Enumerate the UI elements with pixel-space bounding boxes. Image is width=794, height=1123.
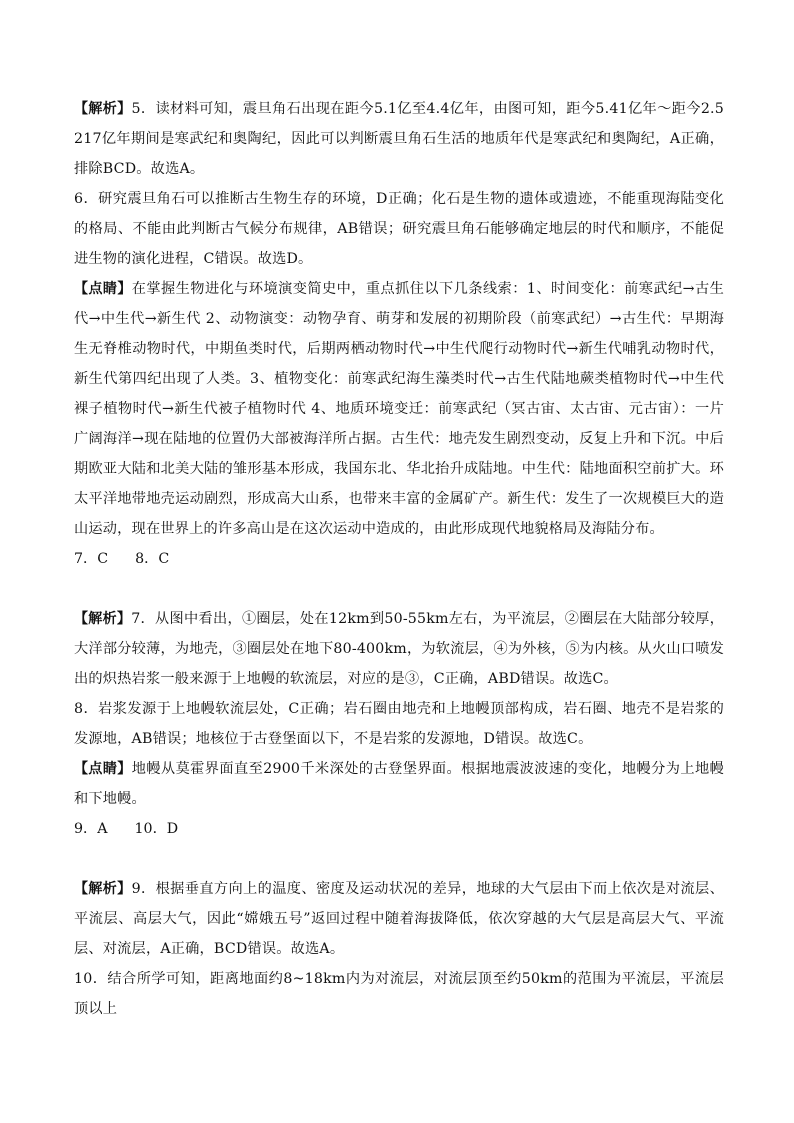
answer-line-q7-8: 7．C 8．C [74, 551, 170, 567]
paragraph-text: 在掌握生物进化与环境演变简史中，重点抓住以下几条线索：1、时间变化：前寒武纪→古生代→中生代→新生代 2、动物演变：动物孕育、萌芽和发展的初期阶段（前寒武纪）→古生代：早期海生无脊椎动物时代，中期鱼类时代，后期两栖动物时代→中生代爬行动物时代→新生代哺乳动物时代，新生代第四纪出现了人类。3、植物变化：前寒武纪海生藻类时代→古生代陆地蕨类植物时代→中生代裸子植物时代→新生代被子植物时代 4、地质环境变迁：前寒武纪（冥古宙、太古宙、元古宙）：一片广阔海洋→现在陆地的位置仍大部被海洋所占据。古生代：地壳发生剧烈变动，反复上升和下沉。中后期欧亚大陆和北美大陆的雏形基本形成，我国东北、华北抬升成陆地。中生代：陆地面积空前扩大。环太平洋地带地壳运动剧烈，形成高大山系，也带来丰富的金属矿产。新生代：发生了一次规模巨大的造山运动，现在世界上的许多高山是在这次运动中造成的，由此形成现代地貌格局及海陆分布。 [74, 281, 724, 537]
insight-paragraph-q5-6 [74, 274, 724, 544]
analysis-tag: 【解析】 [74, 101, 132, 117]
analysis-paragraph-q6 [74, 184, 724, 274]
paragraph-text: 6．研究震旦角石可以推断古生物生存的环境，D正确；化石是生物的遗体或遗迹，不能重现海陆变化的格局、不能由此判断古气候分布规律，AB错误；研究震旦角石能够确定地层的时代和顺序，不能促进生物的演化进程，C错误。故选D。 [74, 191, 724, 267]
insight-paragraph-q7-8 [74, 754, 724, 814]
paragraph-text: 7．从图中看出，①圈层，处在12km到50-55km左右，为平流层，②圈层在大陆部分较厚，大洋部分较薄，为地壳，③圈层处在地下80-400km，为软流层，④为外核，⑤为内核。从火山口喷发出的炽热岩浆一般来源于上地幔的软流层，对应的是③，C正确，ABD错误。故选C。 [74, 611, 724, 687]
paragraph-text: 地幔从莫霍界面直至2900千米深处的古登堡界面。根据地震波波速的变化，地幔分为上地幔和下地幔。 [74, 761, 724, 807]
paragraph-text: 5．读材料可知，震旦角石出现在距今5.1亿至4.4亿年，由图可知，距今5.41亿年～距今2.5217亿年期间是寒武纪和奥陶纪，因此可以判断震旦角石生活的地质年代是寒武纪和奥陶纪，A正确，排除BCD。故选A。 [74, 101, 724, 177]
paragraph-text: 10．结合所学可知，距离地面约8~18km内为对流层，对流层顶至约50km的范围为平流层，平流层顶以上 [74, 971, 724, 1017]
section-gap [74, 844, 724, 874]
analysis-tag: 【解析】 [74, 611, 132, 627]
insight-tag: 【点睛】 [74, 761, 132, 777]
document-page [74, 94, 724, 1024]
analysis-paragraph-q9 [74, 874, 724, 964]
analysis-paragraph-q10 [74, 964, 724, 1024]
paragraph-text: 8．岩浆发源于上地幔软流层处，C正确；岩石圈由地壳和上地幔顶部构成，岩石圈、地壳不是岩浆的发源地，AB错误；地核位于古登堡面以下，不是岩浆的发源地，D错误。故选C。 [74, 701, 724, 747]
analysis-paragraph-q5 [74, 94, 724, 184]
insight-tag: 【点睛】 [74, 281, 132, 297]
analysis-paragraph-q8 [74, 694, 724, 754]
analysis-tag: 【解析】 [74, 881, 132, 897]
paragraph-text: 9．根据垂直方向上的温度、密度及运动状况的差异，地球的大气层由下而上依次是对流层、平流层、高层大气，因此“嫦娥五号”返回过程中随着海拔降低，依次穿越的大气层是高层大气、平流层、对流层，A正确，BCD错误。故选A。 [74, 881, 724, 957]
answer-line-q9-10: 9．A 10．D [74, 821, 179, 837]
analysis-paragraph-q7 [74, 604, 724, 694]
section-gap [74, 574, 724, 604]
